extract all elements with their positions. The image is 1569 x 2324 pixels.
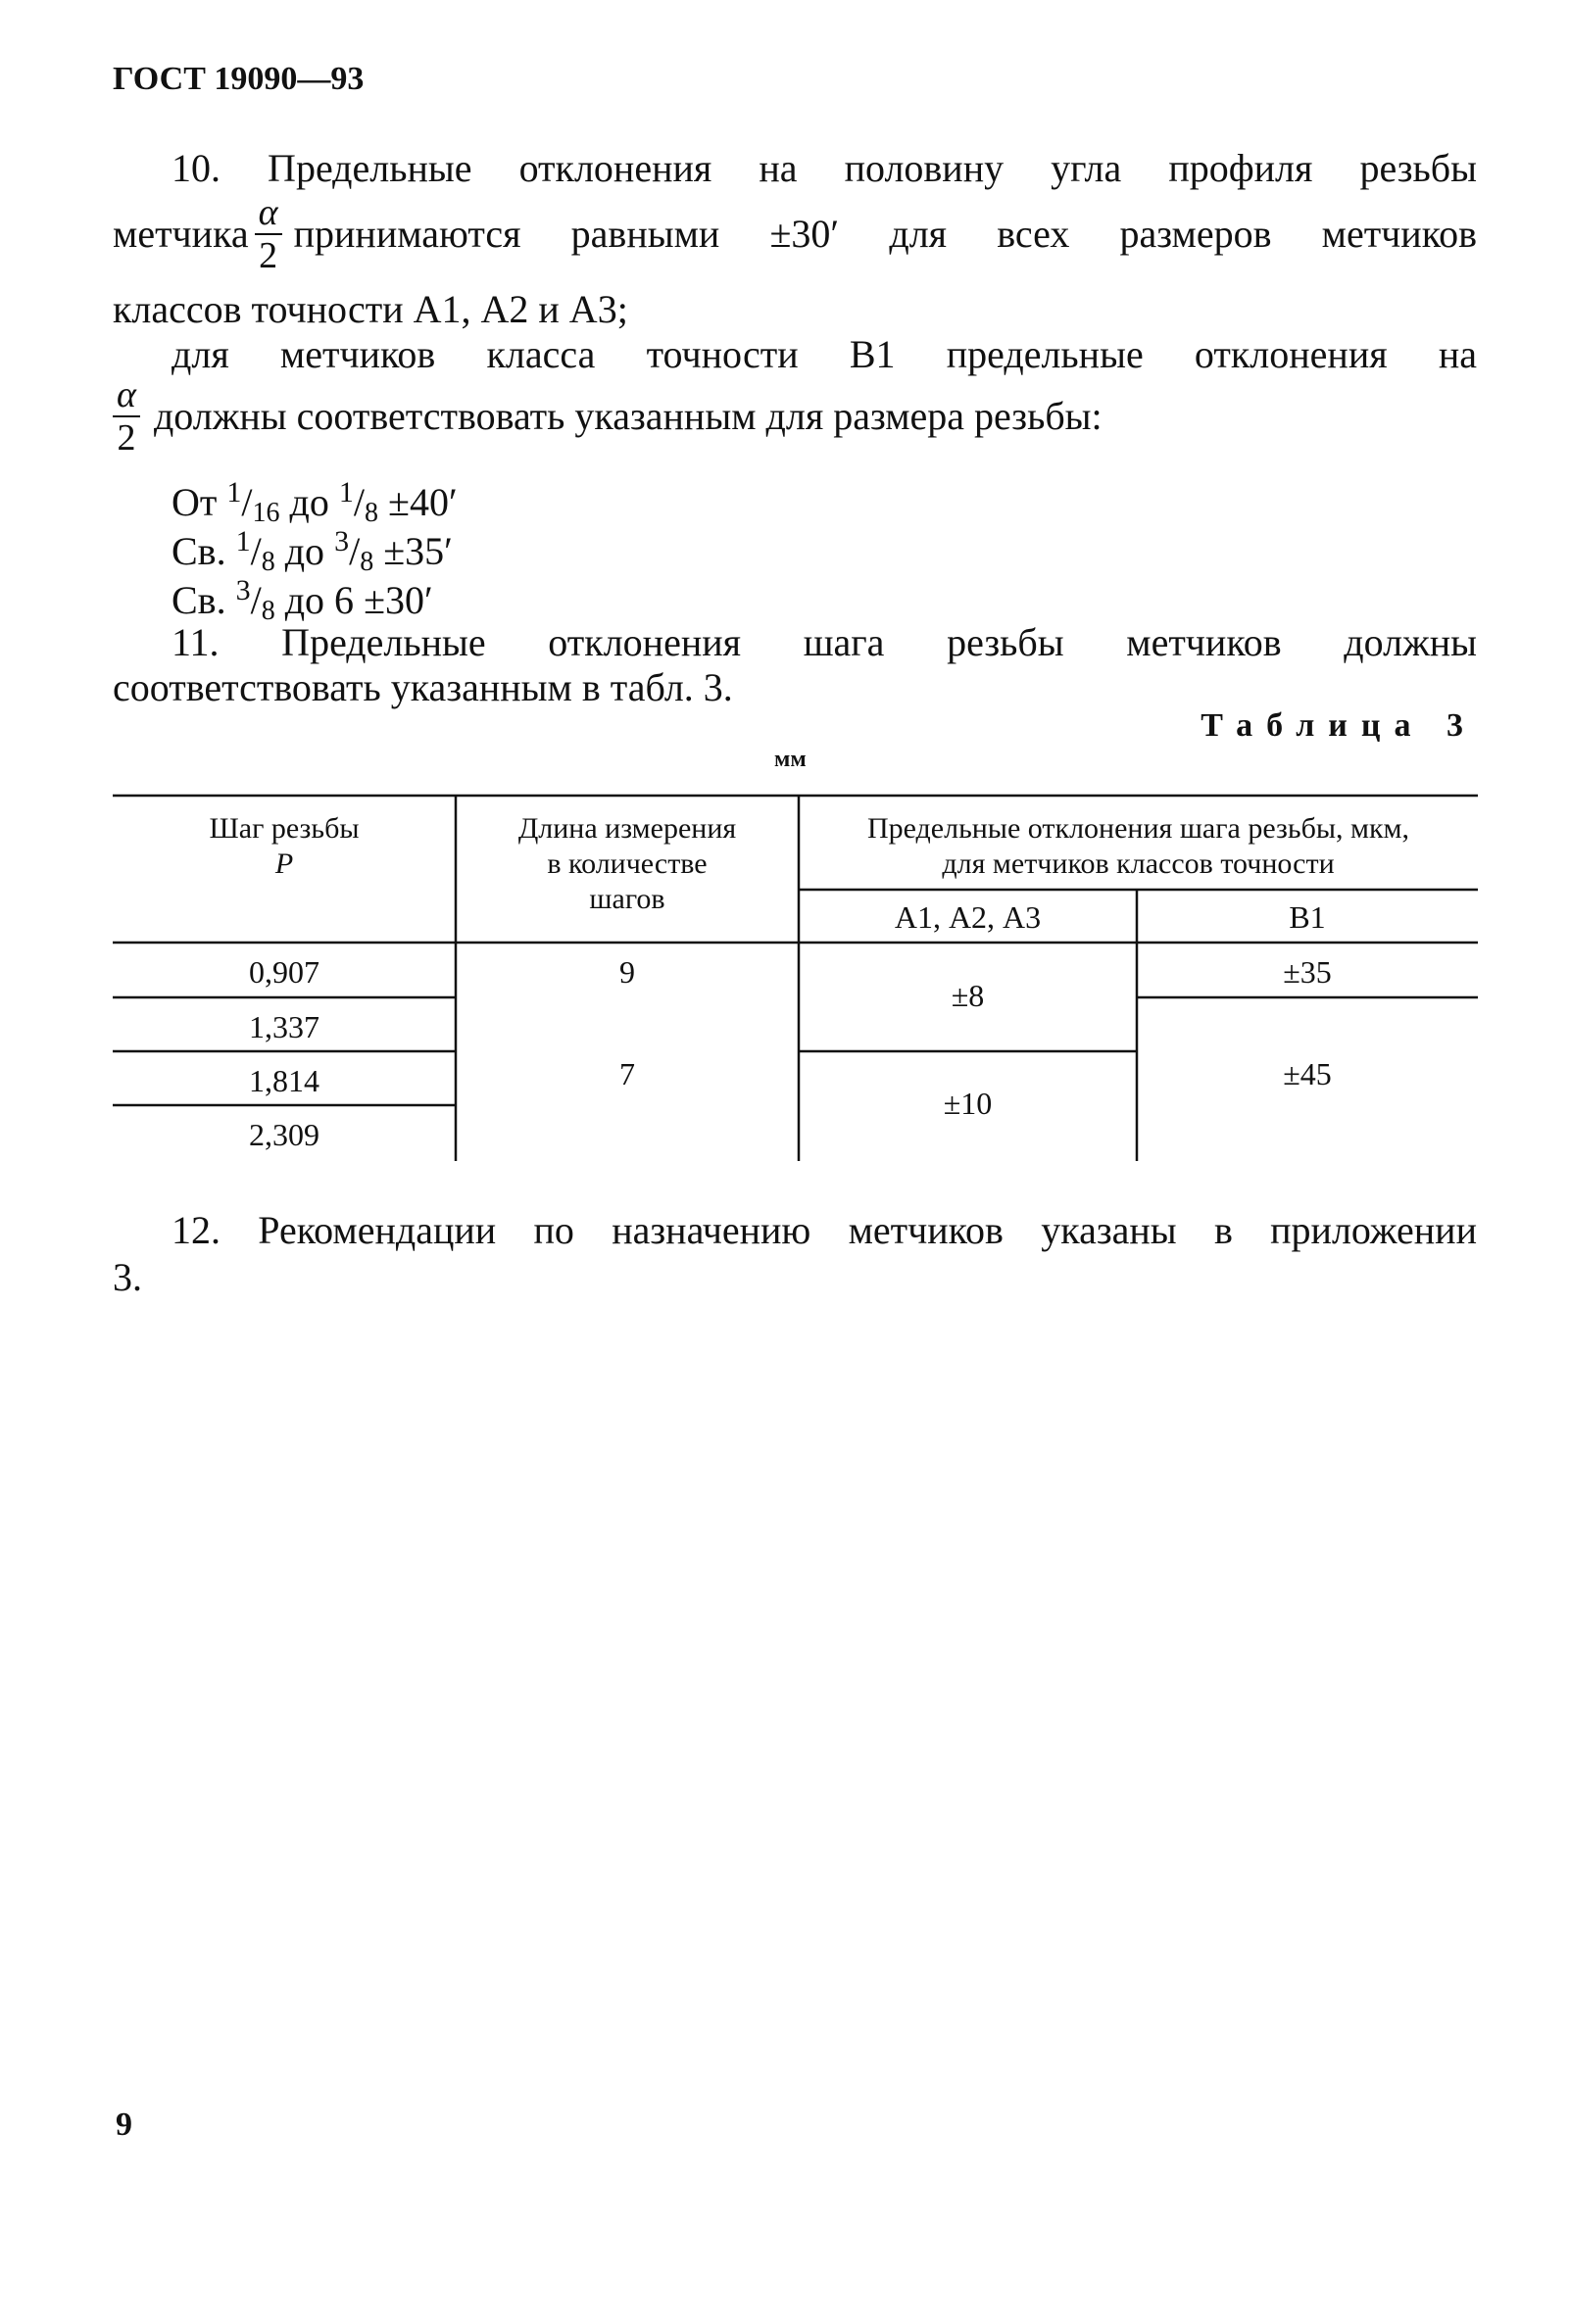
alpha-symbol-2: α xyxy=(113,376,140,417)
group-header-deviation xyxy=(799,811,1478,882)
range-3-pre: Св. xyxy=(172,578,236,622)
para10-line2-pre: метчика xyxy=(113,212,249,256)
range-row-2: Св. $^1/_8$ до $^3/_8 \pm 35'$ xyxy=(172,525,453,577)
table-caption: Таблица 3 xyxy=(1201,707,1477,744)
pitch-cell-1: 0,907 xyxy=(249,954,319,990)
range-2-a-num: 1 xyxy=(235,525,251,557)
para10-line1: 10. Предельные отклонения на половину угла профиля резьбы xyxy=(172,146,1477,190)
para10-line4: для метчиков класса точности В1 предельные отклонения на xyxy=(172,332,1477,376)
length-cell-7: 7 xyxy=(619,1056,635,1091)
range-1-pre: От xyxy=(172,480,227,524)
a-tolerance-cell-1: ±8 xyxy=(951,978,985,1013)
range-1-a-num: 1 xyxy=(226,476,242,508)
length-cell-9: 9 xyxy=(619,954,635,990)
para12-line1: 12. Рекомендации по назначению метчиков указаны в приложении xyxy=(172,1208,1477,1252)
range-1-tol: ±40′ xyxy=(377,480,458,524)
a-tolerance-cell-2: ±10 xyxy=(943,1086,993,1121)
table-unit: мм xyxy=(774,747,807,772)
col-header-pitch-symbol: P xyxy=(274,847,294,880)
range-1-b-den: 8 xyxy=(364,498,378,528)
group-header-line1: Предельные отклонения шага резьбы, мкм, xyxy=(866,812,1410,845)
range-2-pre: Св. xyxy=(172,529,236,573)
fraction-denominator: 2 xyxy=(259,235,278,276)
range-2-mid: до xyxy=(274,529,335,573)
range-2-a-den: 8 xyxy=(261,547,275,577)
fraction-denominator-2: 2 xyxy=(117,417,136,459)
col-header-pitch xyxy=(113,811,456,882)
subheader-a-classes: А1, А2, А3 xyxy=(894,899,1042,935)
col-header-length-line3: шагов xyxy=(589,883,665,915)
para10-line5-post: должны соответствовать указанным для размера резьбы: xyxy=(153,394,1103,438)
para10-line3: классов точности А1, А2 и А3; xyxy=(113,287,628,331)
range-1-a-den: 16 xyxy=(252,498,280,528)
pitch-cell-2: 1,337 xyxy=(249,1009,319,1044)
para10-line2-post: принимаются равными ±30′ для всех размеров метчиков xyxy=(293,212,1477,256)
col-header-length xyxy=(456,811,799,917)
b-tolerance-cell-1: ±35 xyxy=(1283,954,1332,990)
range-2-b-den: 8 xyxy=(360,547,374,577)
para11-line2: соответствовать указанным в табл. 3. xyxy=(113,665,733,709)
para11-line1: 11. Предельные отклонения шага резьбы метчиков должны xyxy=(172,620,1477,664)
group-header-line2: для метчиков классов точности xyxy=(942,847,1335,880)
alpha-symbol: α xyxy=(255,194,282,235)
document-header: ГОСТ 19090—93 xyxy=(113,61,365,97)
para12-line2: 3. xyxy=(113,1255,142,1299)
pitch-cell-3: 1,814 xyxy=(249,1063,319,1098)
range-row-1: От $^1/_{16}$ до $^1/_8 \pm 40'$ xyxy=(172,476,458,528)
pitch-cell-4: 2,309 xyxy=(249,1117,319,1152)
subheader-b-class: В1 xyxy=(1289,899,1326,935)
range-2-tol: ±35′ xyxy=(373,529,453,573)
range-3-mid: до 6 xyxy=(274,578,355,622)
range-3-a-den: 8 xyxy=(261,596,275,626)
range-1-b-num: 1 xyxy=(338,476,354,508)
range-1-mid: до xyxy=(279,480,339,524)
col-header-length-line2: в количестве xyxy=(547,847,708,880)
range-row-3: Св. $^3/_8$ до 6 ±30′ xyxy=(172,574,433,626)
range-2-b-num: 3 xyxy=(334,525,350,557)
range-3-tol: ±30′ xyxy=(354,578,433,622)
col-header-pitch-line1: Шаг резьбы xyxy=(209,812,360,845)
page-number: 9 xyxy=(116,2106,132,2143)
range-3-a-num: 3 xyxy=(235,574,251,606)
col-header-length-line1: Длина измерения xyxy=(517,812,737,845)
b-tolerance-cell-2: ±45 xyxy=(1283,1056,1332,1091)
